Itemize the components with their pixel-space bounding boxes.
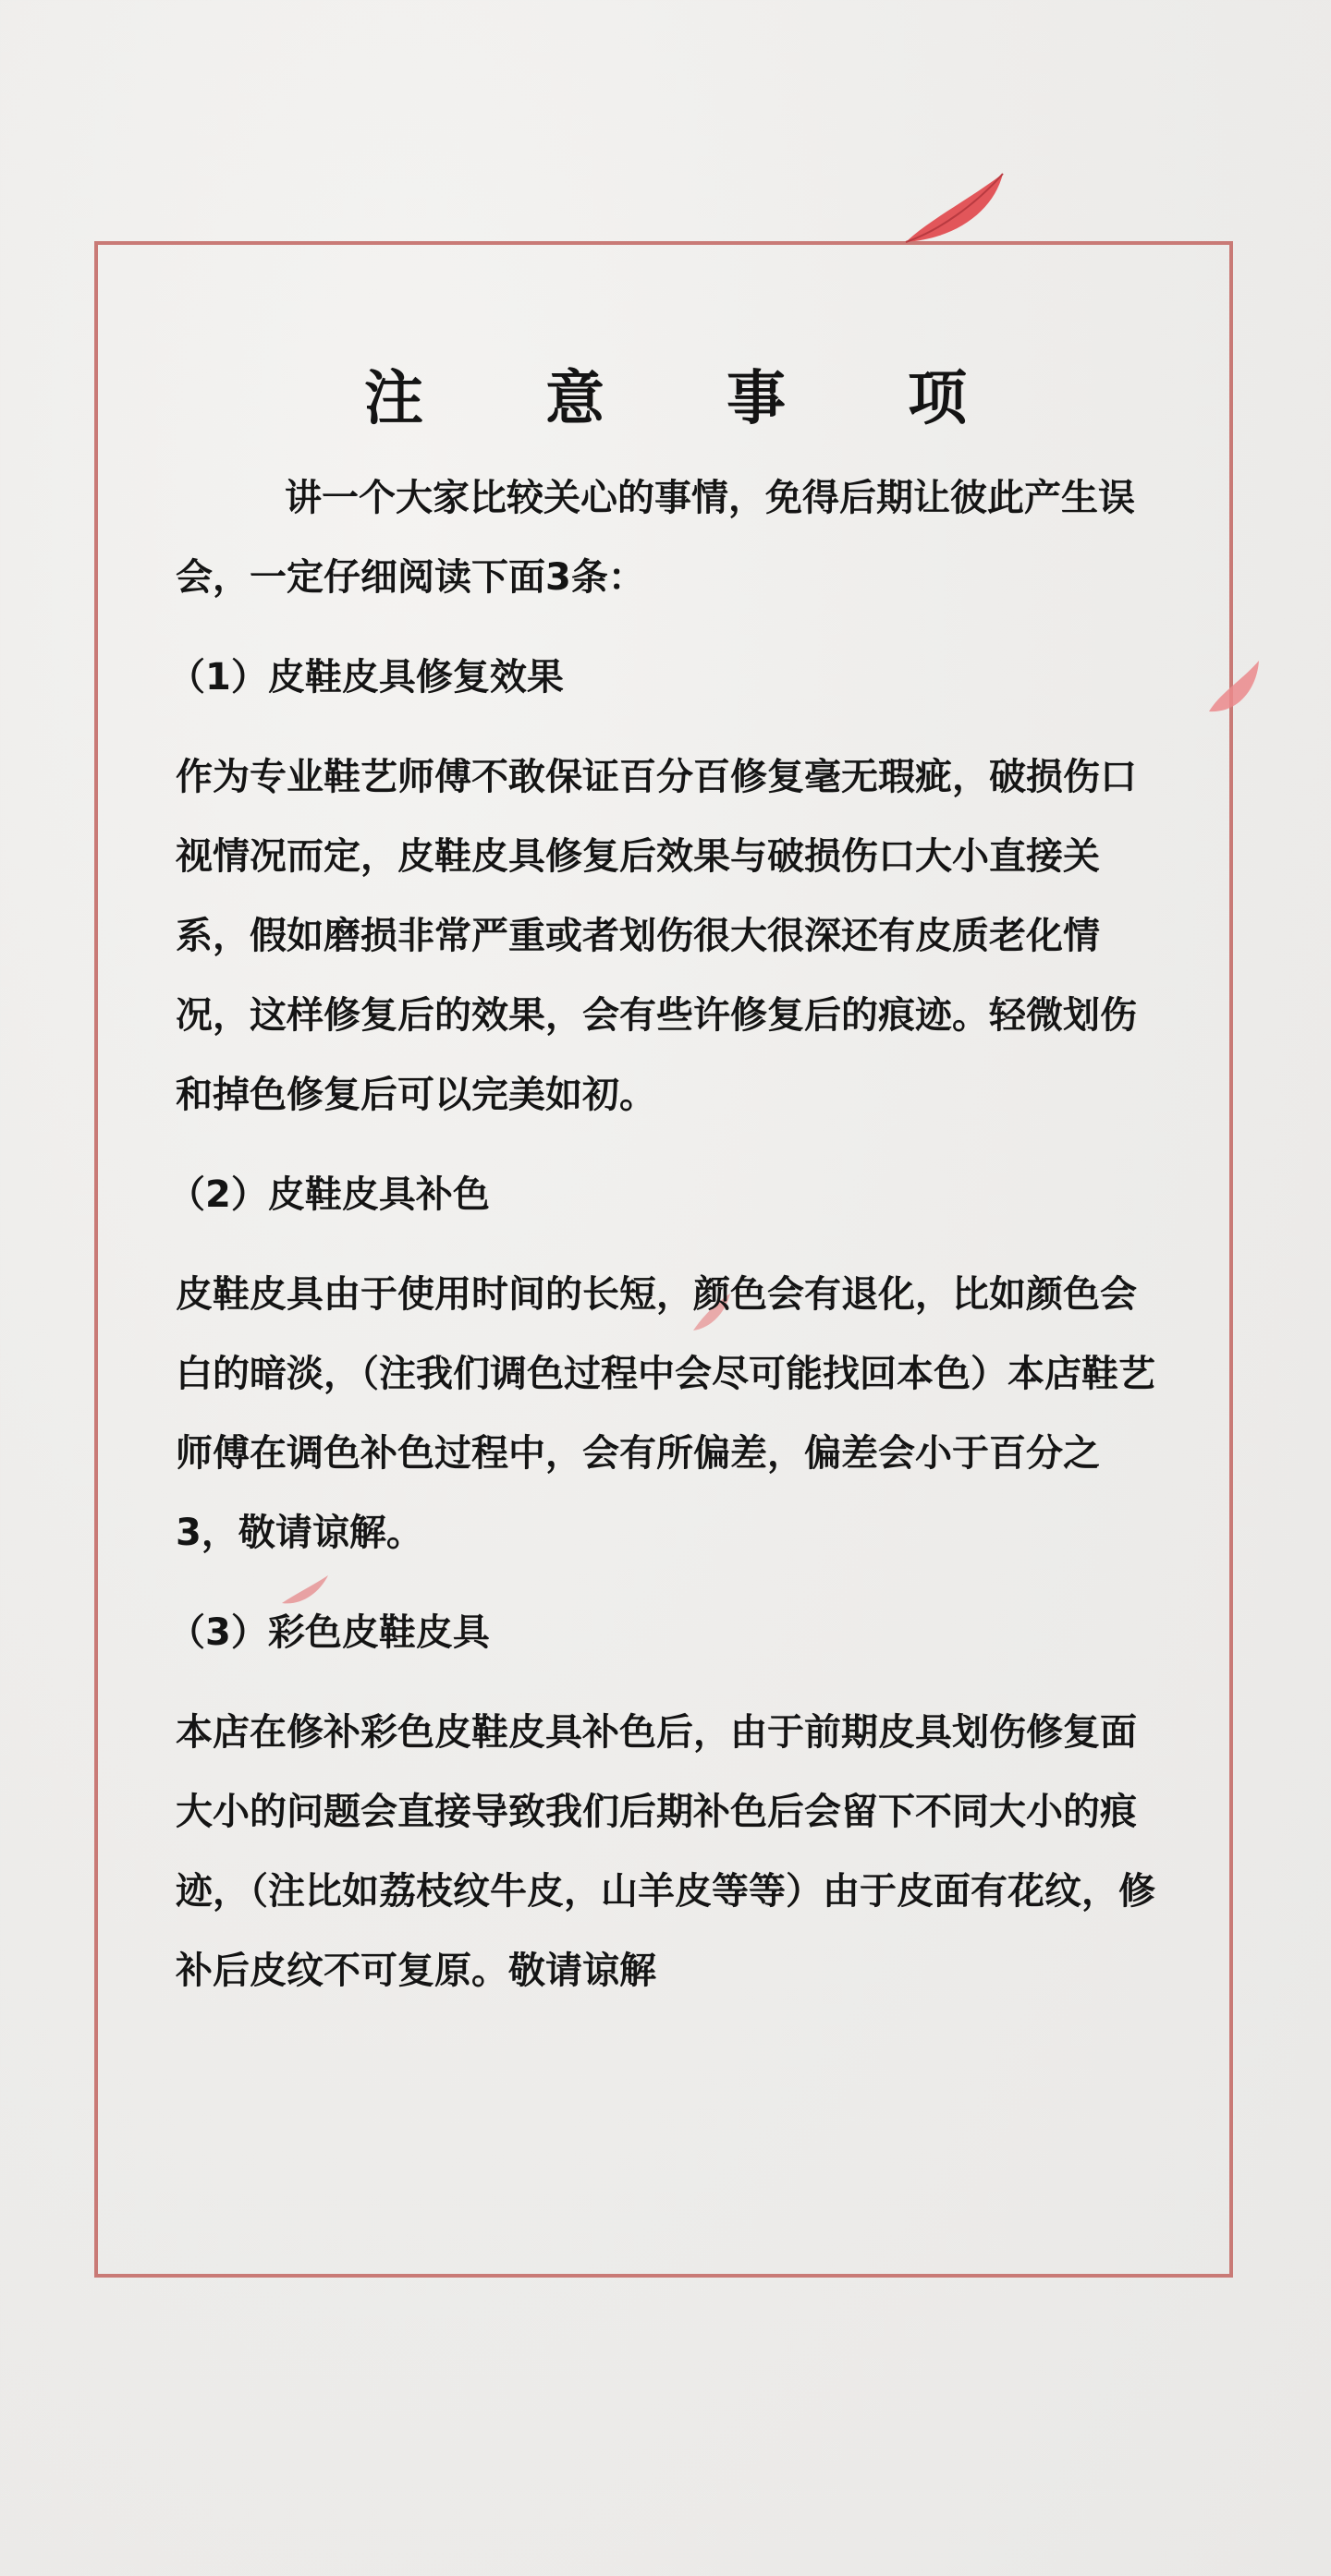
section-body-3: 本店在修补彩色皮鞋皮具补色后，由于前期皮具划伤修复面大小的问题会直接导致我们后期补色后会留下不同大小的痕迹，（注比如荔枝纹牛皮，山羊皮等等）由于皮面有花纹，修补后皮纹不可复原。敬请谅解 <box>176 1711 1155 1992</box>
title-char: 项 <box>908 365 967 433</box>
section-heading-3: （3）彩色皮鞋皮具 <box>168 1611 490 1654</box>
title-char: 意 <box>545 365 604 433</box>
intro-paragraph: 讲一个大家比较关心的事情，免得后期让彼此产生误会，一定仔细阅读下面3条： <box>176 477 1135 599</box>
section-heading-1: （1）皮鞋皮具修复效果 <box>168 656 564 699</box>
notice-content <box>168 458 1155 2011</box>
section-heading-2: （2）皮鞋皮具补色 <box>168 1173 490 1216</box>
title-char: 事 <box>727 365 786 433</box>
petal-right <box>1202 656 1266 730</box>
section-body-2: 皮鞋皮具由于使用时间的长短，颜色会有退化，比如颜色会白的暗淡，（注我们调色过程中会尽可能找回本色）本店鞋艺师傅在调色补色过程中，会有所偏差，偏差会小于百分之3，敬请谅解。 <box>176 1273 1155 1554</box>
section-body-1: 作为专业鞋艺师傅不敢保证百分百修复毫无瑕疵，破损伤口视情况而定，皮鞋皮具修复后效果与破损伤口大小直接关系，假如磨损非常严重或者划伤很大很深还有皮质老化情况，这样修复后的效果，会有些许修复后的痕迹。轻微划伤和掉色修复后可以完美如初。 <box>176 756 1137 1116</box>
title-char: 注 <box>364 365 423 433</box>
petal-top <box>901 164 1012 257</box>
page-title <box>0 351 1331 436</box>
